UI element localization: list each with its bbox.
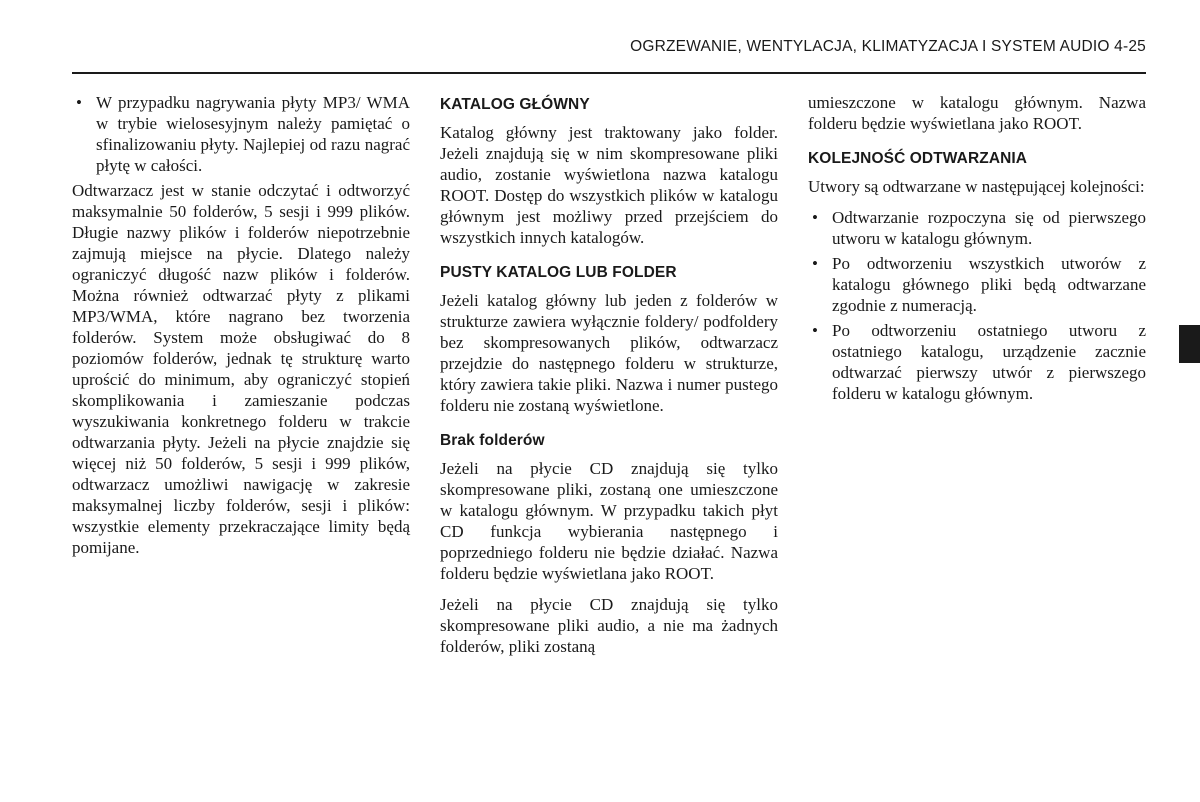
list-item-text: Po odtworzeniu wszystkich utworów z katalogu głównego pliki będą odtwarzane zgodnie z numeracją. [832, 254, 1146, 315]
list-item-text: Po odtworzeniu ostatniego utworu z ostatniego katalogu, urządzenie zacznie odtwarzać pierwszy utwór z pierwszego folderu w katalogu głównym. [832, 321, 1146, 403]
body-paragraph: Katalog główny jest traktowany jako folder. Jeżeli znajdują się w nim skompresowane pliki audio, zostanie wyświetlona nazwa katalogu ROOT. Dostęp do wszystkich plików w katalogu głównym jest możliwy przed przejściem do wszystkich innych katalogów. [440, 123, 778, 247]
section-heading: KOLEJNOŚĆ ODTWARZANIA [808, 150, 1028, 167]
list-item [808, 320, 1146, 404]
body-paragraph: Jeżeli katalog główny lub jeden z folderów w strukturze zawiera wyłącznie foldery/ podfoldery bez skompresowanych plików, odtwarzacz przejdzie do następnego folderu w strukturze, który zawiera takie pliki. Nazwa i numer pustego folderu nie zostaną wyświetlone. [440, 291, 778, 415]
body-paragraph: Jeżeli na płycie CD znajdują się tylko skompresowane pliki audio, a nie ma żadnych folderów, pliki zostaną [440, 595, 778, 656]
list-item [808, 207, 1146, 249]
list-item-text: W przypadku nagrywania płyty MP3/ WMA w trybie wielosesyjnym należy pamiętać o sfinalizowaniu płyty. Najlepiej od razu nagrać płytę w całości. [96, 93, 410, 175]
column-left [72, 92, 410, 566]
body-paragraph: Utwory są odtwarzane w następującej kolejności: [808, 177, 1145, 196]
list-item [808, 253, 1146, 316]
page-header: OGRZEWANIE, WENTYLACJA, KLIMATYZACJA I SYSTEM AUDIO 4-25 [630, 38, 1146, 55]
list-item-text: Odtwarzanie rozpoczyna się od pierwszego utworu w katalogu głównym. [832, 208, 1146, 248]
section-heading: PUSTY KATALOG LUB FOLDER [440, 264, 677, 281]
section-tab-marker [1179, 325, 1200, 363]
bullet-icon: • [812, 208, 818, 227]
bullet-list [72, 92, 410, 176]
section-heading: KATALOG GŁÓWNY [440, 96, 590, 113]
section-heading: Brak folderów [440, 432, 545, 449]
body-paragraph: Odtwarzacz jest w stanie odczytać i odtworzyć maksymalnie 50 folderów, 5 sesji i 999 plików. Długie nazwy plików i folderów niepotrzebnie zajmują miejsce na płycie. Dlatego należy ograniczyć długość nazw plików i folderów. Można również odtwarzać płyty z plikami MP3/WMA, które nagrano bez tworzenia folderów. System może obsługiwać do 8 poziomów folderów, jednak tę strukturę warto uprościć do minimum, aby ograniczyć stopień skomplikowania i zamieszanie podczas wyszukiwania konkretnego folderu w trakcie odtwarzania płyty. Jeżeli na płycie znajdzie się więcej niż 50 folderów, 5 sesji i 999 plików, odtwarzacz umożliwi nawigację w zakresie maksymalnej liczby folderów, sesji i plików: wszystkie elementy przekraczające limity będą pomijane. [72, 181, 410, 557]
body-paragraph: Jeżeli na płycie CD znajdują się tylko skompresowane pliki, zostaną one umieszczone w katalogu głównym. W przypadku takich płyt CD funkcja wybierania następnego i poprzedniego folderu nie będzie działać. Nazwa folderu będzie wyświetlana jako ROOT. [440, 459, 778, 583]
bullet-icon: • [812, 321, 818, 340]
column-middle [440, 92, 778, 665]
column-right [808, 92, 1146, 408]
bullet-icon: • [812, 254, 818, 273]
list-item [72, 92, 410, 176]
bullet-list [808, 207, 1146, 404]
header-rule [72, 72, 1146, 74]
bullet-icon: • [76, 93, 82, 112]
body-paragraph: umieszczone w katalogu głównym. Nazwa folderu będzie wyświetlana jako ROOT. [808, 93, 1146, 133]
